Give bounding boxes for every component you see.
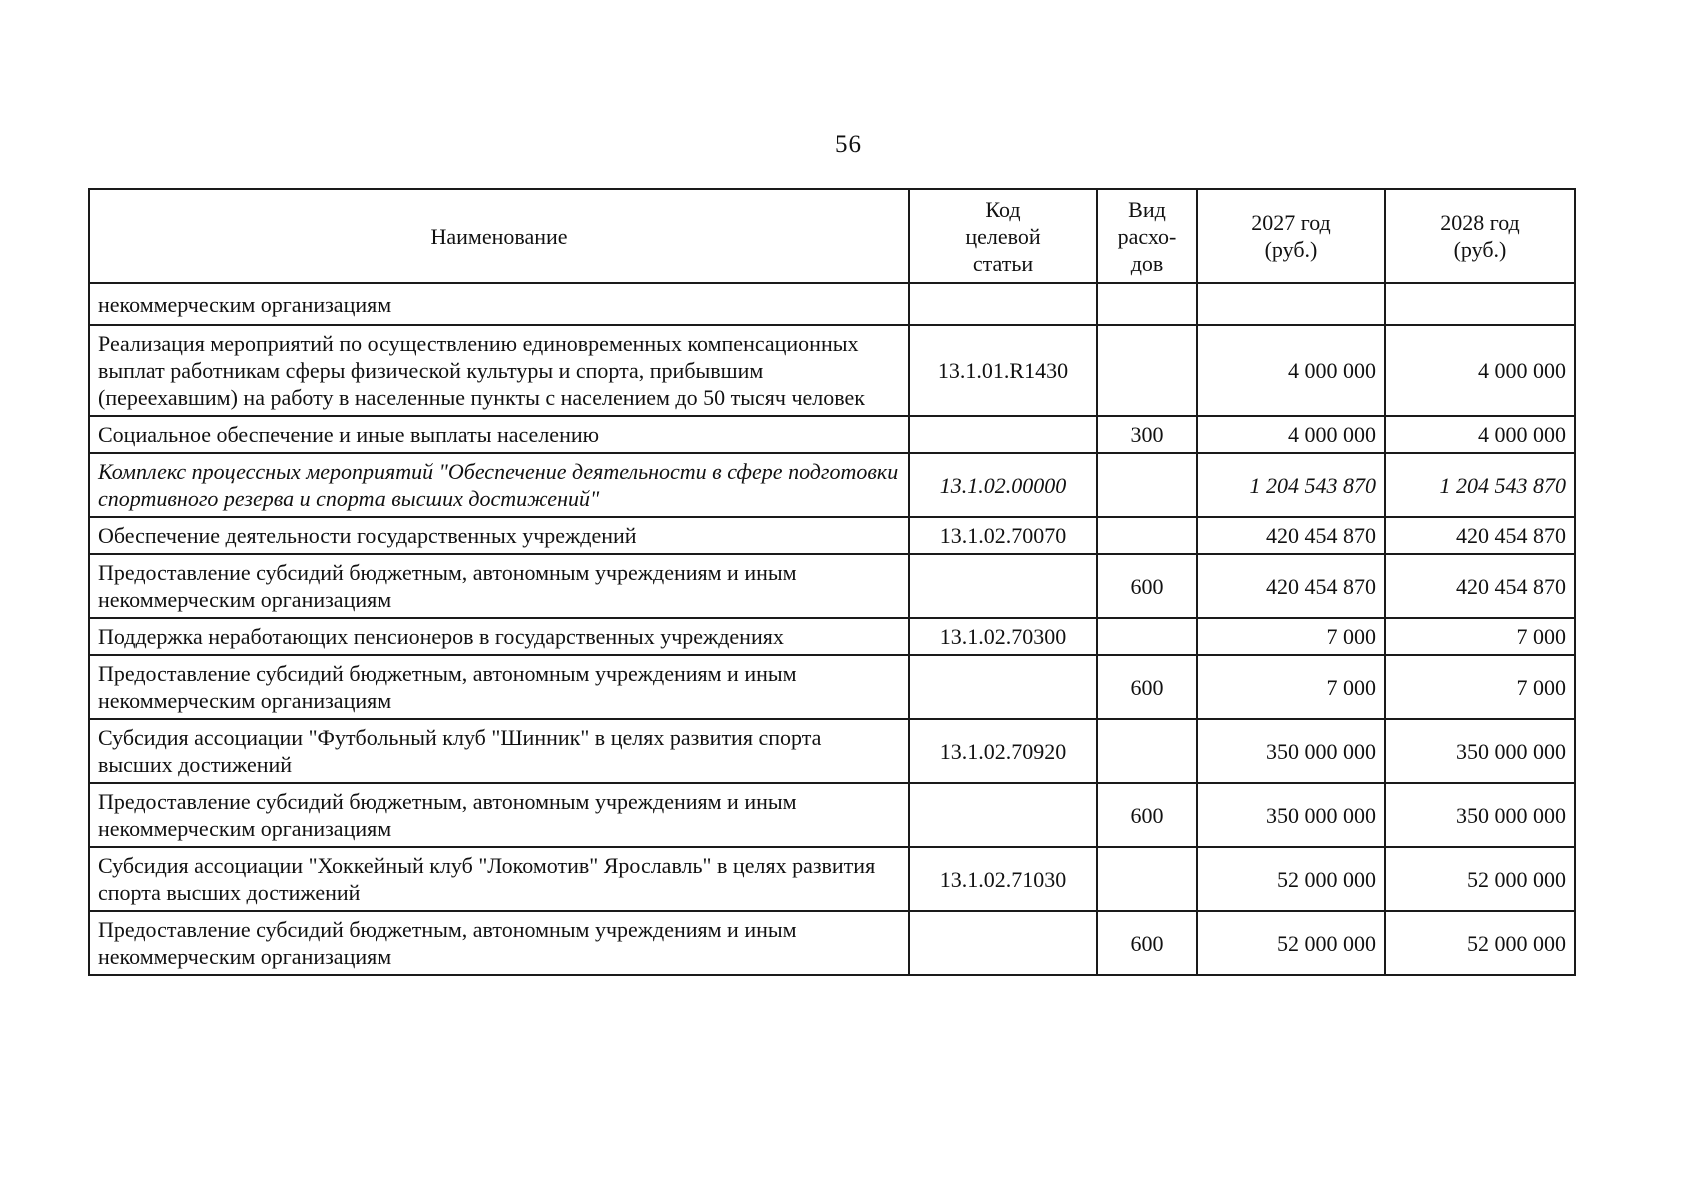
cell-name: Обеспечение деятельности государственных учреждений	[89, 517, 909, 554]
cell-name: некоммерческим организациям	[89, 283, 909, 325]
table-row	[89, 325, 1575, 416]
table-row	[89, 618, 1575, 655]
cell-2027: 420 454 870	[1197, 554, 1385, 618]
table-row	[89, 416, 1575, 453]
table-row	[89, 453, 1575, 517]
cell-code: 13.1.02.70920	[909, 719, 1097, 783]
table-row	[89, 517, 1575, 554]
table-row	[89, 783, 1575, 847]
cell-2028: 4 000 000	[1385, 325, 1575, 416]
cell-2028: 350 000 000	[1385, 783, 1575, 847]
cell-2028: 350 000 000	[1385, 719, 1575, 783]
page-number: 56	[835, 131, 862, 158]
cell-2028: 4 000 000	[1385, 416, 1575, 453]
cell-code: 13.1.02.00000	[909, 453, 1097, 517]
cell-2027: 420 454 870	[1197, 517, 1385, 554]
cell-name: Реализация мероприятий по осуществлению единовременных компенсационных выплат работникам сферы физической культуры и спорта, прибывшим (переехавшим) на работу в населенные пункты с населением до 50 тысяч человек	[89, 325, 909, 416]
cell-2028: 52 000 000	[1385, 847, 1575, 911]
cell-type	[1097, 325, 1197, 416]
cell-code: 13.1.02.70070	[909, 517, 1097, 554]
cell-type: 600	[1097, 911, 1197, 975]
cell-2027: 350 000 000	[1197, 783, 1385, 847]
table-header-row	[89, 189, 1575, 283]
cell-2028: 7 000	[1385, 655, 1575, 719]
header-year-2028: 2028 год (руб.)	[1385, 189, 1575, 283]
cell-code	[909, 655, 1097, 719]
cell-name: Предоставление субсидий бюджетным, автономным учреждениям и иным некоммерческим организациям	[89, 554, 909, 618]
cell-2027: 350 000 000	[1197, 719, 1385, 783]
table-row	[89, 847, 1575, 911]
cell-code	[909, 554, 1097, 618]
cell-type	[1097, 847, 1197, 911]
cell-2027: 52 000 000	[1197, 911, 1385, 975]
cell-type	[1097, 719, 1197, 783]
cell-name: Комплекс процессных мероприятий "Обеспечение деятельности в сфере подготовки спортивного резерва и спорта высших достижений"	[89, 453, 909, 517]
header-type: Вид расхо-дов	[1097, 189, 1197, 283]
cell-code	[909, 911, 1097, 975]
cell-name: Поддержка неработающих пенсионеров в государственных учреждениях	[89, 618, 909, 655]
cell-type	[1097, 517, 1197, 554]
cell-name: Социальное обеспечение и иные выплаты населению	[89, 416, 909, 453]
cell-2027: 7 000	[1197, 618, 1385, 655]
cell-type	[1097, 453, 1197, 517]
cell-code: 13.1.02.71030	[909, 847, 1097, 911]
cell-type	[1097, 283, 1197, 325]
cell-2028: 420 454 870	[1385, 554, 1575, 618]
cell-type	[1097, 618, 1197, 655]
budget-table	[88, 188, 1576, 976]
cell-2027: 52 000 000	[1197, 847, 1385, 911]
table-row	[89, 655, 1575, 719]
cell-code	[909, 783, 1097, 847]
cell-2027: 1 204 543 870	[1197, 453, 1385, 517]
cell-type: 600	[1097, 554, 1197, 618]
cell-2027: 7 000	[1197, 655, 1385, 719]
cell-type: 600	[1097, 783, 1197, 847]
table-row	[89, 554, 1575, 618]
cell-name: Субсидия ассоциации "Хоккейный клуб "Локомотив" Ярославль" в целях развития спорта высших достижений	[89, 847, 909, 911]
cell-name: Предоставление субсидий бюджетным, автономным учреждениям и иным некоммерческим организациям	[89, 783, 909, 847]
cell-type: 300	[1097, 416, 1197, 453]
cell-2028: 7 000	[1385, 618, 1575, 655]
cell-code: 13.1.01.R1430	[909, 325, 1097, 416]
cell-name: Предоставление субсидий бюджетным, автономным учреждениям и иным некоммерческим организациям	[89, 655, 909, 719]
cell-code	[909, 416, 1097, 453]
header-year-2027: 2027 год (руб.)	[1197, 189, 1385, 283]
cell-2027: 4 000 000	[1197, 416, 1385, 453]
table-row	[89, 283, 1575, 325]
header-name: Наименование	[89, 189, 909, 283]
cell-2028: 52 000 000	[1385, 911, 1575, 975]
header-code: Код целевой статьи	[909, 189, 1097, 283]
cell-name: Субсидия ассоциации "Футбольный клуб "Шинник" в целях развития спорта высших достижений	[89, 719, 909, 783]
cell-2027: 4 000 000	[1197, 325, 1385, 416]
table-row	[89, 719, 1575, 783]
table-row	[89, 911, 1575, 975]
cell-code: 13.1.02.70300	[909, 618, 1097, 655]
cell-name: Предоставление субсидий бюджетным, автономным учреждениям и иным некоммерческим организациям	[89, 911, 909, 975]
cell-code	[909, 283, 1097, 325]
cell-type: 600	[1097, 655, 1197, 719]
cell-2027	[1197, 283, 1385, 325]
cell-2028: 420 454 870	[1385, 517, 1575, 554]
cell-2028	[1385, 283, 1575, 325]
cell-2028: 1 204 543 870	[1385, 453, 1575, 517]
